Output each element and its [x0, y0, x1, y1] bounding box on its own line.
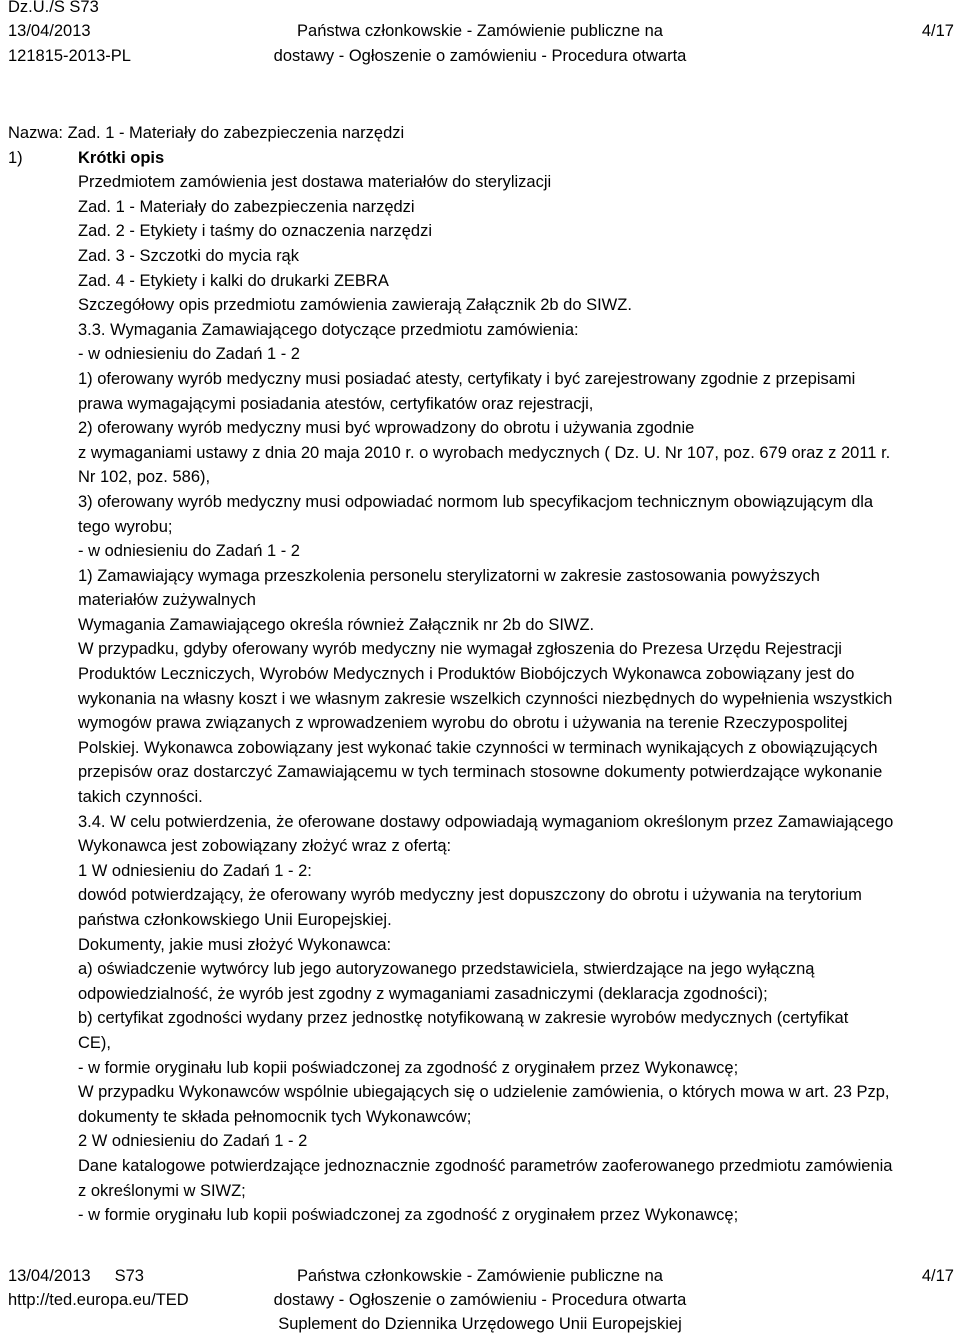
body-line: 2 W odniesieniu do Zadań 1 - 2: [78, 1132, 308, 1151]
footer-series: S73: [114, 1267, 144, 1285]
body-line: 2) oferowany wyrób medyczny musi być wprowadzony do obrotu i używania zgodnie: [78, 419, 695, 438]
body-line: 1) Zamawiający wymaga przeszkolenia personelu sterylizatorni w zakresie zastosowania powyższych: [78, 566, 820, 585]
body-line: W przypadku Wykonawców wspólnie ubiegających się o udzielenie zamówienia, o których mowa w art. 23 Pzp,: [78, 1083, 890, 1102]
header-title-line1: Państwa członkowskie - Zamówienie publiczne na: [297, 22, 663, 40]
body-line: Przedmiotem zamówienia jest dostawa materiałów do sterylizacji: [78, 173, 552, 192]
body-line: z wymaganiami ustawy z dnia 20 maja 2010 r. o wyrobach medycznych ( Dz. U. Nr 107, poz. 679 oraz z 2011 r.: [78, 443, 891, 462]
body-line: 1) oferowany wyrób medyczny musi posiadać atesty, certyfikaty i być zarejestrowany zgodnie z przepisami: [78, 369, 856, 388]
body-line: CE),: [78, 1033, 111, 1052]
footer-date: 13/04/2013: [8, 1267, 91, 1285]
notice-body: [8, 121, 958, 1228]
body-line: 3.4. W celu potwierdzenia, że oferowane dostawy odpowiadają wymaganiom określonym przez Zamawiającego: [78, 812, 894, 831]
footer-url[interactable]: http://ted.europa.eu/TED: [8, 1291, 189, 1309]
section-heading: Krótki opis: [78, 148, 165, 167]
body-line: z określonymi w SIWZ;: [78, 1181, 246, 1200]
section-heading-row: [8, 146, 958, 171]
section-number: 1): [8, 148, 23, 167]
body-line: b) certyfikat zgodności wydany przez jednostkę notyfikowaną w zakresie wyrobów medycznych (certyfikat: [78, 1009, 849, 1028]
header-notice-id: 121815-2013-PL: [8, 47, 131, 65]
body-line: Polskiej. Wykonawca zobowiązany jest wykonać takie czynności w terminach wynikających z obowiązujących: [78, 738, 878, 757]
body-line: Szczegółowy opis przedmiotu zamówienia zawierają Załącznik 2b do SIWZ.: [78, 296, 632, 315]
footer-title-line2: dostawy - Ogłoszenie o zamówieniu - Procedura otwarta: [273, 1291, 687, 1309]
body-line: 3.3. Wymagania Zamawiającego dotyczące przedmiotu zamówienia:: [78, 320, 579, 339]
body-line: - w formie oryginału lub kopii poświadczonej za zgodność z oryginałem przez Wykonawcę;: [78, 1206, 739, 1225]
body-line: przepisów oraz dostarczyć Zamawiającemu w tych terminach stosowne dokumenty potwierdzające wykonanie: [78, 763, 883, 782]
body-line: - w formie oryginału lub kopii poświadczonej za zgodność z oryginałem przez Wykonawcę;: [78, 1058, 739, 1077]
body-line: dowód potwierdzający, że oferowany wyrób medyczny jest dopuszczony do obrotu i używania na terytorium: [78, 886, 862, 905]
footer-title-line1: Państwa członkowskie - Zamówienie publiczne na: [297, 1267, 663, 1285]
body-line: tego wyrobu;: [78, 517, 173, 536]
header-title-line2: dostawy - Ogłoszenie o zamówieniu - Procedura otwarta: [273, 47, 687, 65]
body-line: - w odniesieniu do Zadań 1 - 2: [78, 345, 300, 364]
body-line: Zad. 1 - Materiały do zabezpieczenia narzędzi: [78, 197, 415, 216]
body-line: takich czynności.: [78, 788, 203, 807]
footer-supplement: Suplement do Dziennika Urzędowego Unii Europejskiej: [278, 1315, 682, 1333]
header-journal-ref: Dz.U./S S73: [8, 0, 99, 16]
contract-name: Nazwa: Zad. 1 - Materiały do zabezpieczenia narzędzi: [8, 124, 405, 142]
body-line: Dane katalogowe potwierdzające jednoznacznie zgodność parametrów zaoferowanego przedmiotu zamówienia: [78, 1156, 893, 1175]
section-content: [8, 170, 958, 1228]
body-line: Produktów Leczniczych, Wyrobów Medycznych i Produktów Biobójczych Wykonawca zobowiązany jest do: [78, 665, 855, 684]
body-line: wykonania na własny koszt i we własnym zakresie wszelkich czynności niezbędnych do wypełnienia wszystkich: [78, 689, 893, 708]
body-line: państwa członkowskiego Unii Europejskiej.: [78, 911, 392, 929]
body-line: wymogów prawa związanych z wprowadzeniem wyrobu do obrotu i używania na terenie Rzeczypospolitej: [78, 714, 848, 733]
body-line: odpowiedzialność, że wyrób jest zgodny z wymaganiami zasadniczymi (deklaracja zgodności);: [78, 984, 768, 1003]
body-line: 1 W odniesieniu do Zadań 1 - 2:: [78, 861, 312, 880]
body-line: Zad. 4 - Etykiety i kalki do drukarki ZEBRA: [78, 271, 389, 290]
header-date: 13/04/2013: [8, 22, 91, 40]
body-line: 3) oferowany wyrób medyczny musi odpowiadać normom lub specyfikacjom technicznym obowiązującym dla: [78, 492, 874, 511]
body-line: Zad. 2 - Etykiety i taśmy do oznaczenia narzędzi: [78, 222, 432, 241]
body-line: W przypadku, gdyby oferowany wyrób medyczny nie wymagał zgłoszenia do Prezesa Urzędu Rejestracji: [78, 640, 842, 659]
footer-page-number: 4/17: [921, 1267, 954, 1285]
body-line: materiałów zużywalnych: [78, 591, 256, 610]
body-line: Wymagania Zamawiającego określa również Załącznik nr 2b do SIWZ.: [78, 615, 595, 634]
body-line: - w odniesieniu do Zadań 1 - 2: [78, 542, 300, 561]
body-line: a) oświadczenie wytwórcy lub jego autoryzowanego przedstawiciela, stwierdzające na jego wyłączną: [78, 960, 815, 979]
body-line: Wykonawca jest zobowiązany złożyć wraz z ofertą:: [78, 837, 452, 856]
body-line: dokumenty te składa pełnomocnik tych Wykonawców;: [78, 1107, 472, 1126]
body-line: Nr 102, poz. 586),: [78, 468, 211, 487]
header-page-number: 4/17: [921, 22, 954, 40]
body-line: Zad. 3 - Szczotki do mycia rąk: [78, 246, 299, 265]
body-line: prawa wymagającymi posiadania atestów, certyfikatów oraz rejestracji,: [78, 394, 594, 413]
body-line: Dokumenty, jakie musi złożyć Wykonawca:: [78, 935, 392, 954]
